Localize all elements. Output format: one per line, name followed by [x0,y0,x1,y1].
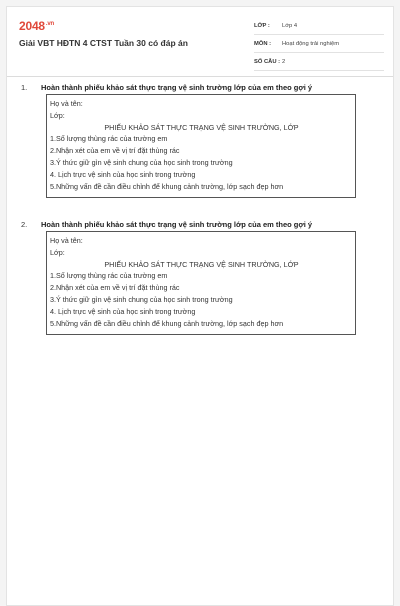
form-name-label: Họ và tên: [50,99,83,108]
form-item: 3.Ý thức giữ gìn vệ sinh chung của học sinh trong trường [50,157,233,167]
site-logo[interactable] [19,19,54,33]
form-item: 4. Lịch trực vệ sinh của học sinh trong trường [50,306,196,316]
form-item: 5.Những vấn đề cần điều chỉnh để khung cảnh trường, lớp sạch đẹp hơn [50,318,284,328]
page-header [7,7,393,75]
question-text: Hoàn thành phiếu khảo sát thực trạng vệ sinh trường lớp của em theo gợi ý [41,220,313,229]
form-name-label: Họ và tên: [50,236,83,245]
meta-key: LỚP : [254,23,270,29]
form-class-label: Lớp: [50,110,65,120]
form-item: 5.Những vấn đề cần điều chỉnh để khung cảnh trường, lớp sạch đẹp hơn [50,181,284,191]
question-text: Hoàn thành phiếu khảo sát thực trạng vệ sinh trường lớp của em theo gợi ý [41,83,313,92]
form-item: 1.Số lượng thùng rác của trường em [50,271,168,281]
logo-main-text: 2048 [19,19,45,33]
document-page [6,6,394,606]
header-divider [7,76,393,77]
form-title: PHIẾU KHẢO SÁT THỰC TRẠNG VỆ SINH TRƯỜNG, LỚP [104,122,299,132]
form-item: 4. Lịch trực vệ sinh của học sinh trong trường [50,169,196,179]
meta-value: Hoạt động trải nghiệm [282,41,340,47]
form-item: 2.Nhận xét của em về vị trí đặt thùng rác [50,283,180,293]
document-meta [254,19,384,73]
meta-key: SỐ CÂU : [254,59,281,65]
meta-key: MÔN : [254,41,272,47]
survey-form [46,94,356,198]
form-item: 1.Số lượng thùng rác của trường em [50,134,168,144]
survey-form [46,231,356,335]
form-item: 2.Nhận xét của em về vị trí đặt thùng rác [50,146,180,156]
meta-row-question-count [254,55,384,71]
question-number: 1. [21,83,28,92]
meta-row-class [254,19,384,35]
meta-value: 2 [282,59,286,65]
document-title: Giải VBT HĐTN 4 CTST Tuần 30 có đáp án [19,38,188,48]
meta-row-subject [254,37,384,53]
logo-tld-text: .vn [45,21,54,27]
form-class-label: Lớp: [50,247,65,257]
question-number: 2. [21,220,28,229]
form-item: 3.Ý thức giữ gìn vệ sinh chung của học sinh trong trường [50,294,233,304]
form-title: PHIẾU KHẢO SÁT THỰC TRẠNG VỆ SINH TRƯỜNG, LỚP [104,259,299,269]
meta-value: Lớp 4 [282,23,298,29]
